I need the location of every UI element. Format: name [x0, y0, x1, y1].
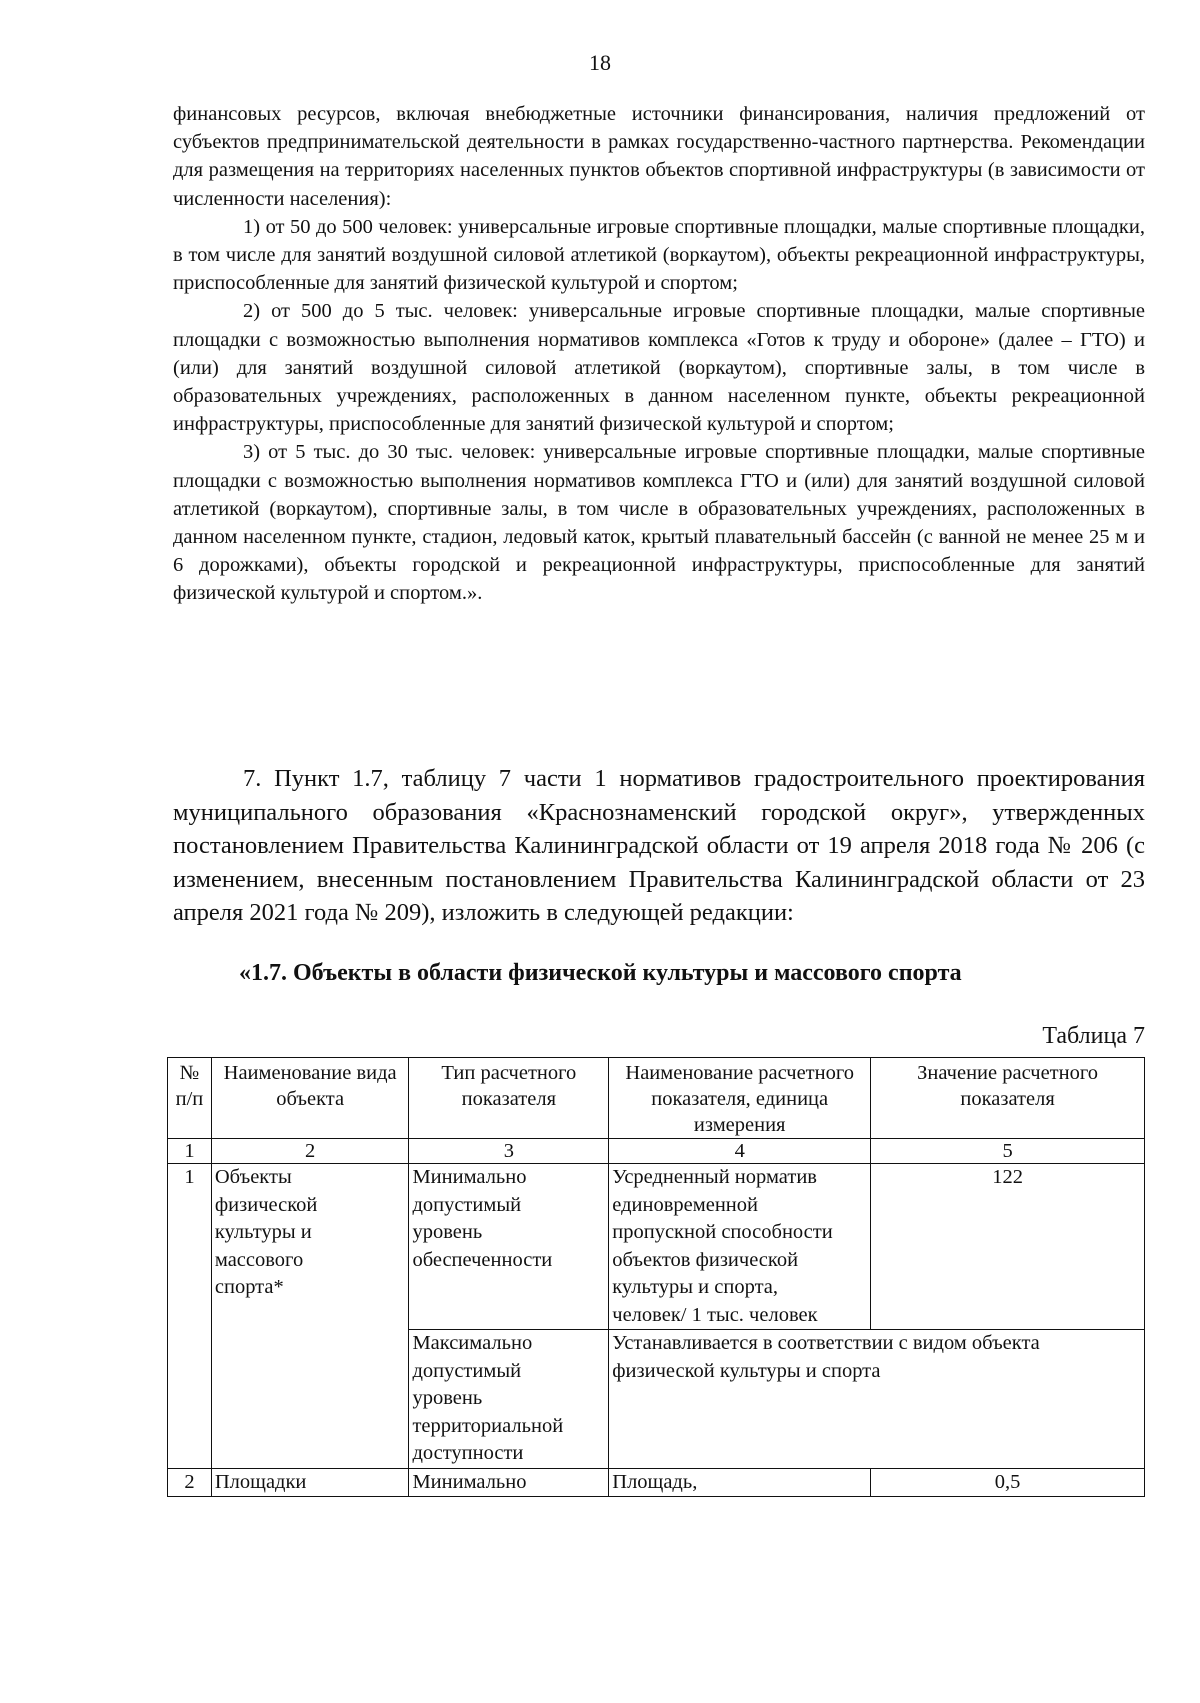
row-type: Минимально [409, 1468, 609, 1497]
row-num: 1 [168, 1164, 212, 1469]
row-value: 0,5 [871, 1468, 1145, 1497]
table-row [168, 1468, 1145, 1497]
norms-table [167, 1057, 1145, 1497]
col-number: 5 [871, 1139, 1145, 1164]
col-number: 4 [609, 1139, 871, 1164]
row-indicator: Площадь, [609, 1468, 871, 1497]
col-number: 1 [168, 1139, 212, 1164]
col-number: 3 [409, 1139, 609, 1164]
row-value: 122 [871, 1164, 1145, 1330]
row-object: Объекты физической культуры и массового спорта* [211, 1164, 409, 1469]
item-7-paragraph: 7. Пункт 1.7, таблицу 7 части 1 нормативов градостроительного проектирования муниципального образования «Краснознаменский городской округ», утвержденных постановлением Правительства Калининградской области от 19 апреля 2018 года № 206 (с изменением, внесенным постановлением Правительства Калининградской области от 23 апреля 2021 года № 209), изложить в следующей редакции: [173, 765, 1145, 926]
row-object: Площадки [211, 1468, 409, 1497]
header-indicator: Наименование расчетного показателя, единица измерения [609, 1058, 871, 1139]
intro-item-1: 1) от 50 до 500 человек: универсальные игровые спортивные площадки, малые спортивные площадки, в том числе для занятий воздушной силовой атлетикой (воркаутом), объекты рекреационной инфраструктуры, приспособленные для занятий физической культурой и спортом; [173, 215, 1145, 295]
section-heading: «1.7. Объекты в области физической культуры и массового спорта [239, 960, 962, 986]
item-7-section [173, 762, 1145, 930]
row-indicator: Усредненный норматив единовременной пропускной способности объектов физической культуры и спорта, человек/ 1 тыс. человек [609, 1164, 871, 1330]
header-num: № п/п [168, 1058, 212, 1139]
header-object: Наименование вида объекта [211, 1058, 409, 1139]
col-number: 2 [211, 1139, 409, 1164]
table-label: Таблица 7 [1042, 1023, 1145, 1049]
header-value: Значение расчетного показателя [871, 1058, 1145, 1139]
row-merged-value: Устанавливается в соответствии с видом объекта физической культуры и спорта [609, 1330, 1145, 1469]
table-column-numbers [168, 1139, 1145, 1164]
intro-section [173, 100, 1145, 608]
row-num: 2 [168, 1468, 212, 1497]
intro-paragraph-0: финансовых ресурсов, включая внебюджетные источники финансирования, наличия предложений от субъектов предпринимательской деятельности в рамках государственно-частного партнерства. Рекомендации для размещения на территориях населенных пунктов объектов спортивной инфраструктуры (в зависимости от численности населения): [173, 103, 1145, 210]
table-row [168, 1164, 1145, 1330]
row-type: Максимально допустимый уровень территориальной доступности [409, 1330, 609, 1469]
row-type: Минимально допустимый уровень обеспеченности [409, 1164, 609, 1330]
intro-item-2: 2) от 500 до 5 тыс. человек: универсальные игровые спортивные площадки, малые спортивные площадки с возможностью выполнения нормативов комплекса «Готов к труду и обороне» (далее – ГТО) и (или) для занятий воздушной силовой атлетикой (воркаутом), спортивные залы, в том числе в образовательных учреждениях, расположенных в данном населенном пункте, объекты рекреационной инфраструктуры, приспособленные для занятий физической культурой и спортом; [173, 300, 1145, 436]
header-type: Тип расчетного показателя [409, 1058, 609, 1139]
intro-item-3: 3) от 5 тыс. до 30 тыс. человек: универсальные игровые спортивные площадки, малые спортивные площадки с возможностью выполнения нормативов комплекса ГТО и (или) для занятий воздушной силовой атлетикой (воркаутом), спортивные залы, в том числе в образовательных учреждениях, расположенных в данном населенном пункте, стадион, ледовый каток, крытый плавательный бассейн (с ванной не менее 25 м и 6 дорожками), объекты городской и рекреационной инфраструктуры, приспособленные для занятий физической культурой и спортом.». [173, 441, 1145, 605]
page-number: 18 [589, 50, 611, 75]
table-header-row [168, 1058, 1145, 1139]
